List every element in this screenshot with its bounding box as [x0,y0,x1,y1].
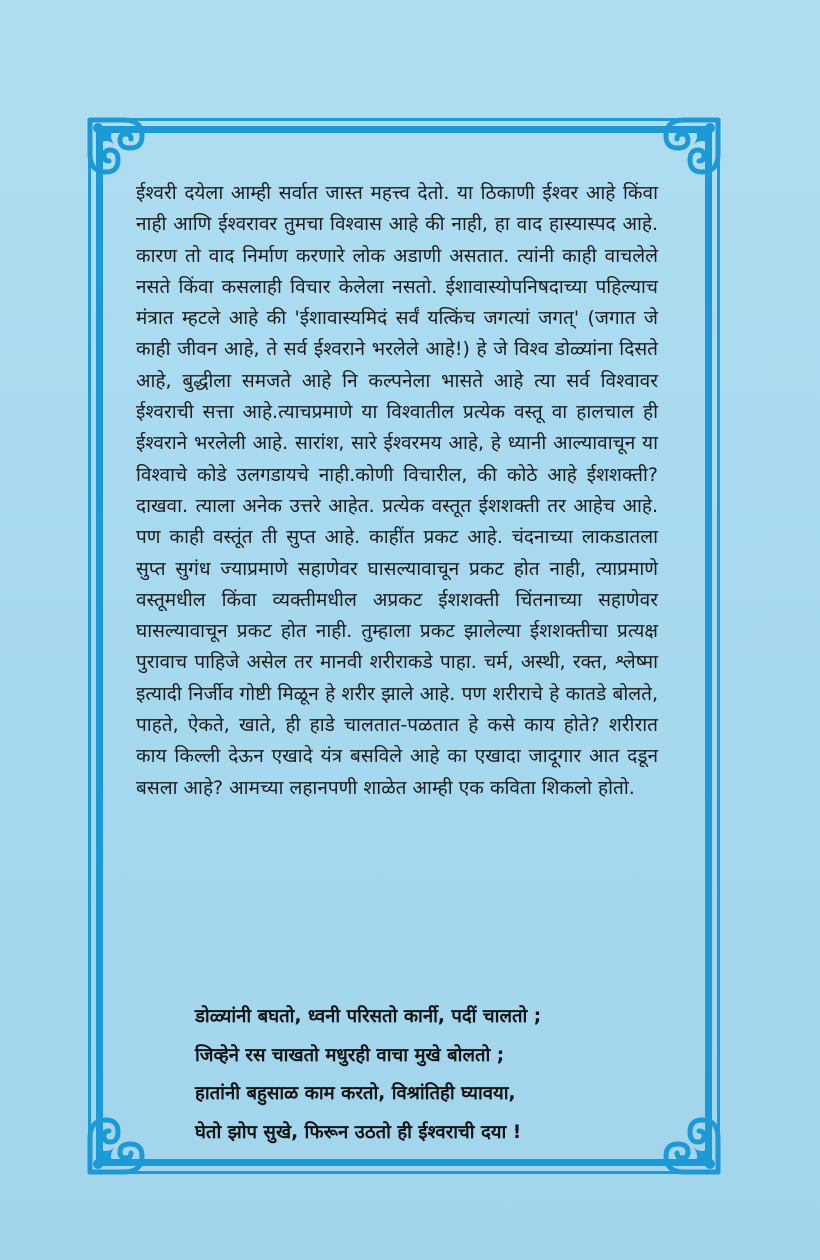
floral-corner-ornament-icon [84,114,156,186]
floral-corner-ornament-icon [84,1106,156,1178]
poem-line: हातांनी बहुसाळ काम करतो, विश्रांतिही घ्यावया, [195,1083,516,1104]
poem-line: घेतो झोप सुखे, फिरून उठतो ही ईश्वराची दया ! [195,1121,522,1143]
floral-corner-ornament-icon [652,1106,724,1178]
poem-stanza [195,998,655,1152]
poem-line: डोळ्यांनी बघतो, ध्वनी परिसतो कार्नी, पदीं चालतो ; [195,1006,542,1027]
body-text-block [136,178,658,804]
poem-line: जिव्हेने रस चाखतो मधुरही वाचा मुखे बोलतो ; [195,1044,505,1066]
body-paragraph: ईश्वरी दयेला आम्ही सर्वात जास्त महत्त्व देतो. या ठिकाणी ईश्वर आहे किंवा नाही आणि ईश्वरावर तुमचा विश्वास आहे की नाही, हा वाद हास्यास्पद आहे. कारण तो वाद निर्माण करणारे लोक अडाणी असतात. त्यांनी काही वाचलेले नसते किंवा कसलाही विचार केलेला नसतो. ईशावास्योपनिषदाच्या पहिल्याच मंत्रात म्हटले आहे की 'ईशावास्यमिदं सर्वं यत्किंच जगत्यां जगत्' (जगात जे काही जीवन आहे, ते सर्व ईश्वराने भरलेले आहे!) हे जे विश्व डोळ्यांना दिसते आहे, बुद्धीला समजते आहे नि कल्पनेला भासते आहे त्या सर्व विश्वावर ईश्वराची सत्ता आहे.त्याचप्रमाणे या विश्वातील प्रत्येक वस्तू वा हालचाल ही ईश्वराने भरलेली आहे. सारांश, सारे ईश्वरमय आहे, हे ध्यानी आल्यावाचून या विश्वाचे कोडे उलगडायचे नाही.कोणी विचारील, की कोठे आहे ईशशक्ती? दाखवा. त्याला अनेक उत्तरे आहेत. प्रत्येक वस्तूत ईशशक्ती तर आहेच आहे. पण काही वस्तूंत ती सुप्त आहे. काहींत प्रकट आहे. चंदनाच्या लाकडातला सुप्त सुगंध ज्याप्रमाणे सहाणेवर घासल्यावाचून प्रकट होत नाही, त्याप्रमाणे वस्तूमधील किंवा व्यक्तीमधील अप्रकट ईशशक्ती चिंतनाच्या सहाणेवर घासल्यावाचून प्रकट होत नाही. तुम्हाला प्रकट झालेल्या ईशशक्तीचा प्रत्यक्ष पुरावाच पाहिजे असेल तर मानवी शरीराकडे पाहा. चर्म, अस्थी, रक्त, श्लेष्मा इत्यादी निर्जीव गोष्टी मिळून हे शरीर झाले आहे. पण शरीराचे हे कातडे बोलते, पाहते, ऐकते, खाते, ही हाडे चालतात-पळतात हे कसे काय होते? शरीरात काय किल्ली देऊन एखादे यंत्र बसविले आहे का एखादा जादूगार आत दडून बसला आहे? आमच्या लहानपणी शाळेत आम्ही एक कविता शिकलो होतो. [136,182,658,799]
floral-corner-ornament-icon [652,114,724,186]
